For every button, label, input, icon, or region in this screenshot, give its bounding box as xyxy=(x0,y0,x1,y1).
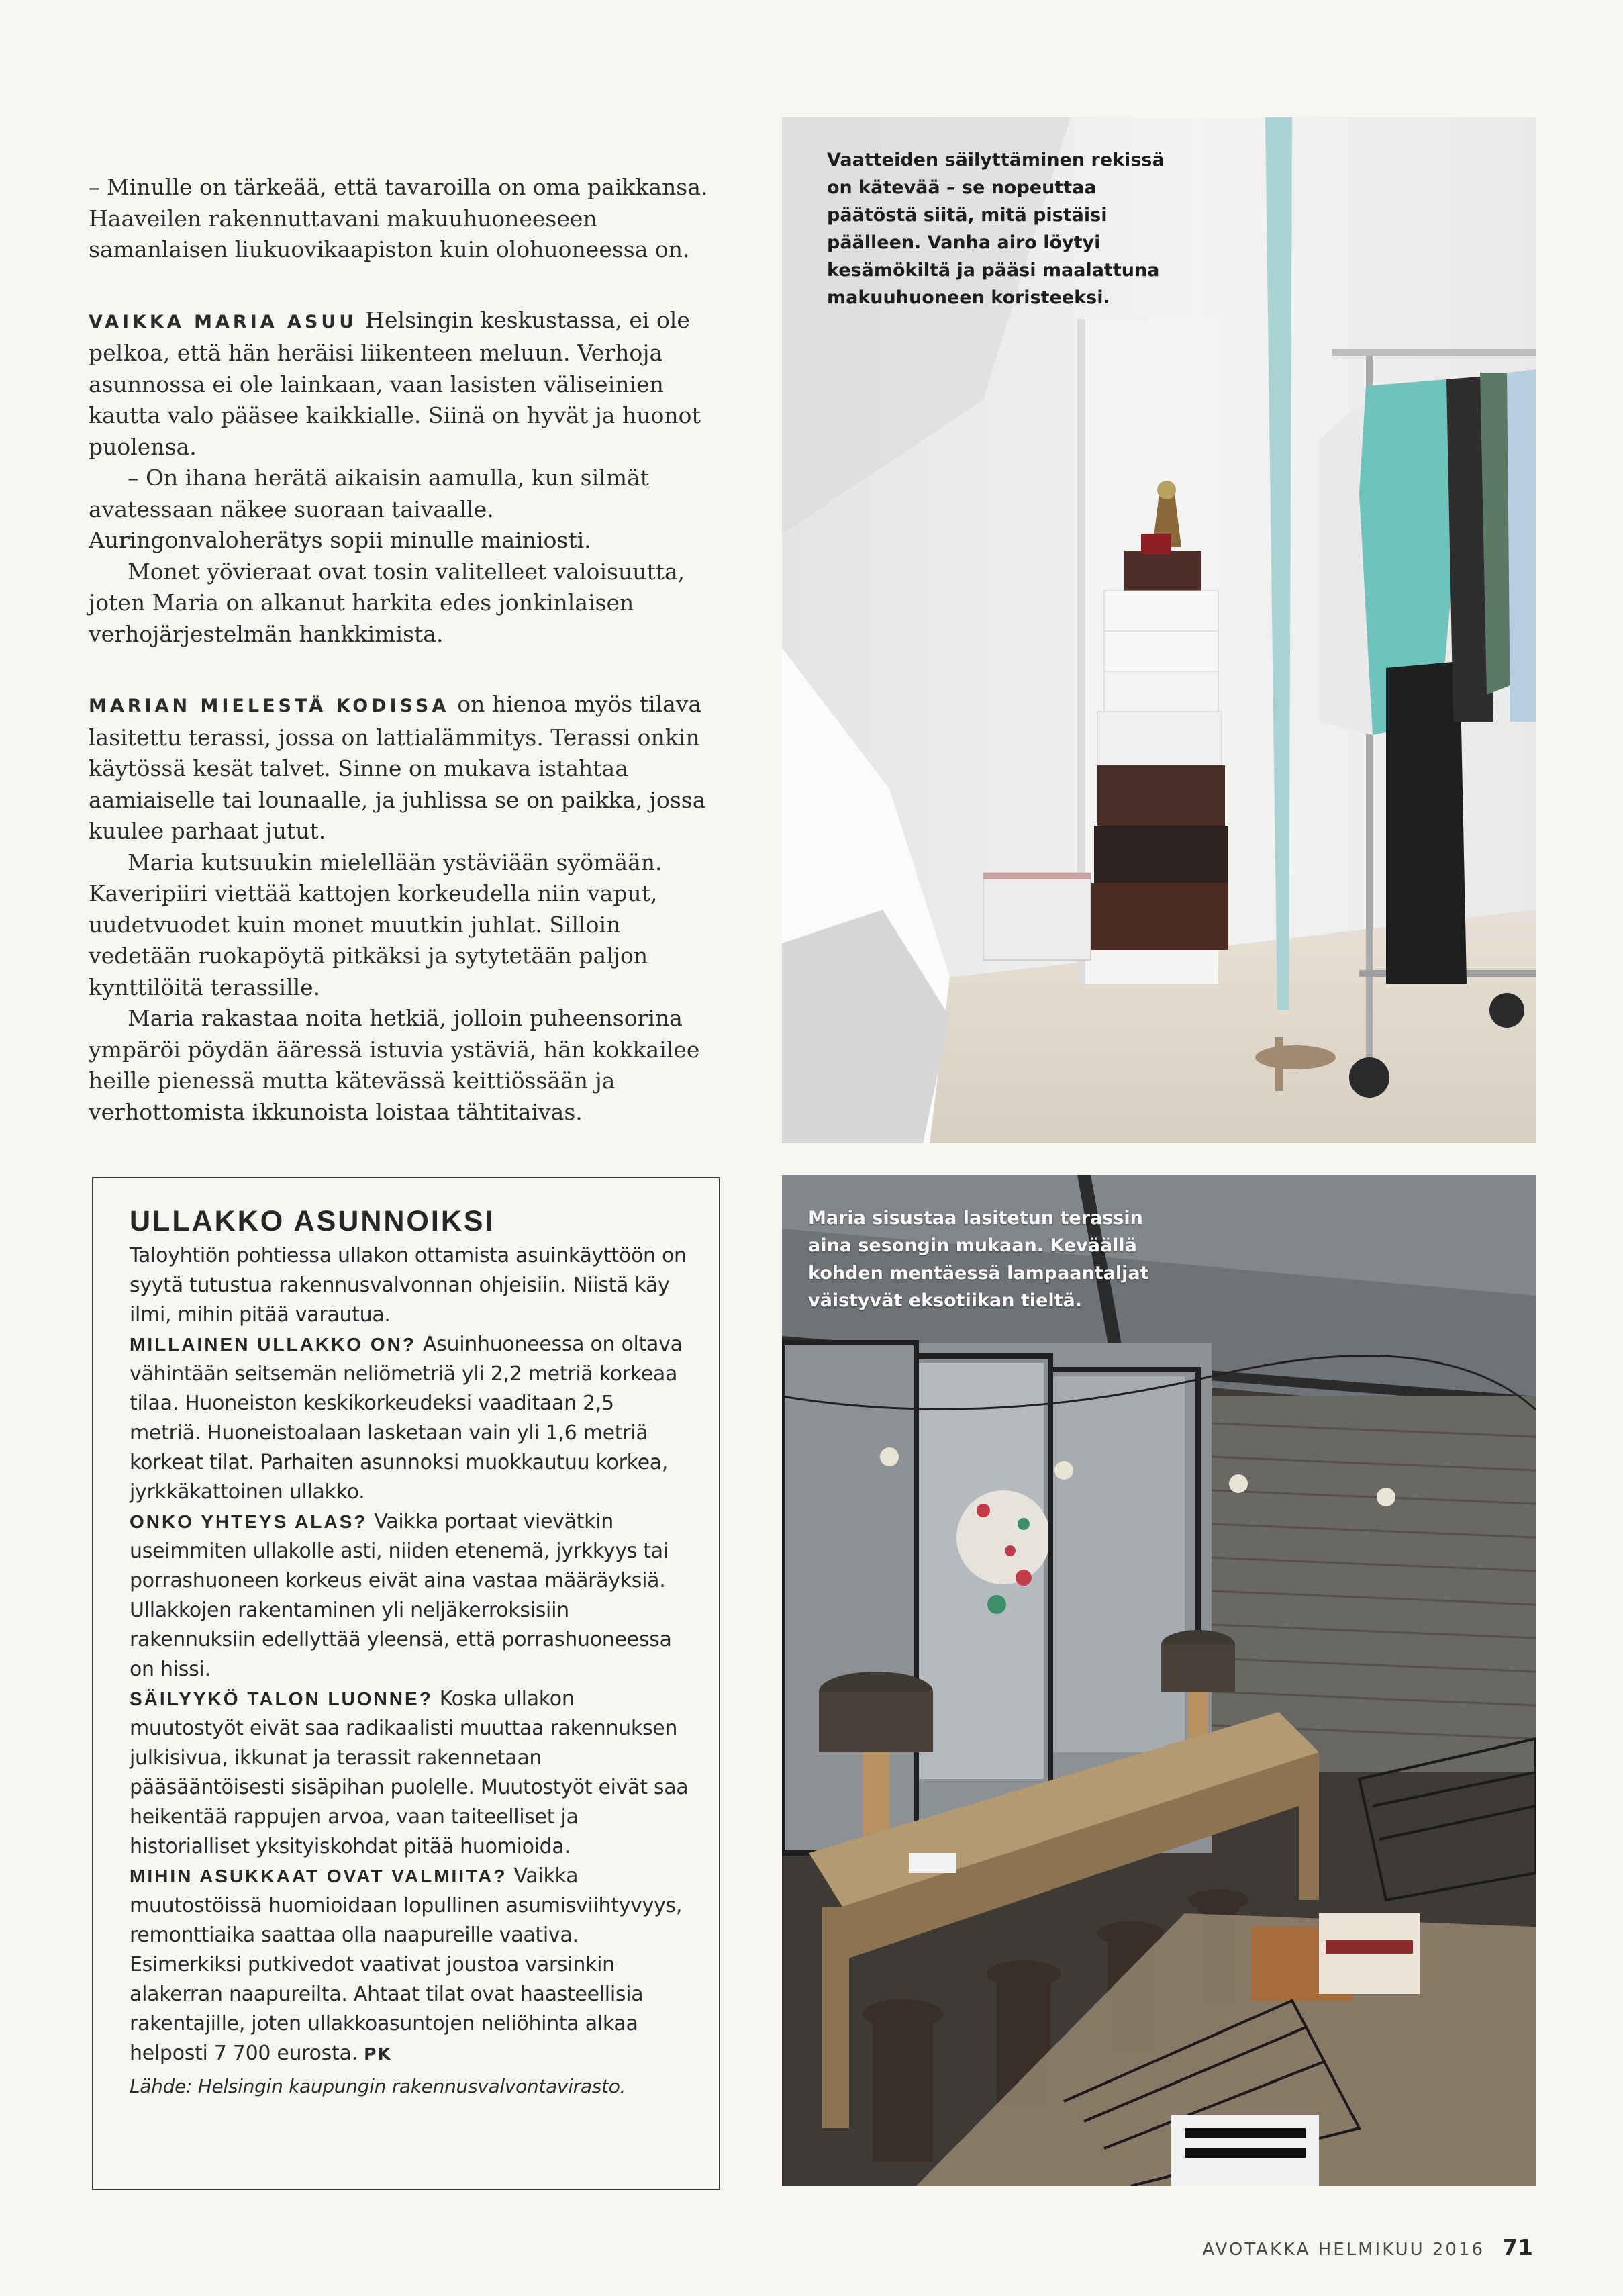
paragraph-lead-in: MARIAN MIELESTÄ KODISSA xyxy=(89,696,450,716)
terrace-photo xyxy=(782,1175,1536,2186)
fact-box-answer: Vaikka muutostöissä huomioidaan lopullinen asumisviihtyvyys, remonttiaika saattaa olla naapureille vaativa. Esimerkiksi putkivedot vaativat joustoa varsinkin alakerran naapureilta. Ahtaat tilat ovat haasteellisia rakentajille, joten ullakkoasuntojen neliöhinta alkaa helposti 7 700 eurosta. xyxy=(130,1864,683,2065)
article-paragraph: Maria kutsuukin mielellään ystäviään syömään. Kaveripiiri viettää kattojen korkeudella niin vaput, uudetvuodet kuin monet muutkin juhlat. Silloin vedetään ruokapöytä pitkäksi ja sytytetään paljon kynttilöitä terassille. xyxy=(89,849,662,1000)
fact-box-section xyxy=(130,1330,691,1507)
fact-box-section xyxy=(130,1862,691,2069)
article-body xyxy=(89,172,713,1128)
fact-box-answer: Asuinhuoneessa on oltava vähintään seitsemän neliömetriä yli 2,2 metriä korkeaa tilaa. Huoneiston keskikorkeudeksi vaaditaan 2,5 metriä. Huoneistoalaan lasketaan vain yli 1,6 metriä korkeat tilat. Parhaiten asunnoksi muokkautuu korkea, jyrkkäkattoinen ullakko. xyxy=(130,1333,683,1504)
article-paragraph: Monet yövieraat ovat tosin valitelleet valoisuutta, joten Maria on alkanut harkita edes jonkinlaisen verhojärjestelmän hankkimista. xyxy=(89,558,685,647)
photo-caption: Maria sisustaa lasitetun terassin aina sesongin mukaan. Keväällä kohden mentäessä lampaantaljat väistyvät eksotiikan tieltä. xyxy=(808,1208,1149,1311)
fact-box-question: MILLAINEN ULLAKKO ON? xyxy=(130,1334,416,1355)
paragraph-lead-in: VAIKKA MARIA ASUU xyxy=(89,311,358,332)
fact-box-intro: Taloyhtiön pohtiessa ullakon ottamista asuinkäyttöön on syytä tutustua rakennusvalvonnan ohjeisiin. Niistä käy ilmi, mihin pitää varautua. xyxy=(130,1244,687,1327)
fact-box-source: Lähde: Helsingin kaupungin rakennusvalvontavirasto. xyxy=(130,2075,626,2097)
page-footer xyxy=(1202,2234,1533,2260)
fact-box-title: ULLAKKO ASUNNOIKSI xyxy=(130,1205,495,1237)
author-signature: PK xyxy=(364,2044,392,2064)
article-paragraph xyxy=(89,305,713,463)
photo-caption: Vaatteiden säilyttäminen rekissä on kätevää – se nopeuttaa päätöstä siitä, mitä pistäisi päälleen. Vanha airo löytyi kesämökiltä ja pääsi maalattuna makuuhuoneen koristeeksi. xyxy=(827,150,1165,308)
fact-box-section xyxy=(130,1507,691,1684)
fact-box-question: ONKO YHTEYS ALAS? xyxy=(130,1511,368,1532)
article-paragraph: Maria rakastaa noita hetkiä, jolloin puheensorina ympäröi pöydän ääressä istuvia ystäviä, hän kokkailee heille pienessä mutta kätevässä keittiössään ja verhottomista ikkunoista loistaa tähtitaivas. xyxy=(89,1005,700,1125)
article-paragraph xyxy=(89,689,713,847)
paragraph-text: on hienoa myös tilava lasitettu terassi, jossa on lattialämmitys. Terassi onkin käytössä kesät talvet. Sinne on mukava istahtaa aamiaiselle tai lounaalle, ja juhlissa se on paikka, jossa kuulee parhaat jutut. xyxy=(89,691,706,844)
fact-box-answer: Koska ullakon muutostyöt eivät saa radikaalisti muuttaa rakennuksen julkisivua, ikkunat ja terassit rakennetaan pääsääntöisesti sisäpihan puolelle. Muutostyöt eivät saa heikentää rappujen arvoa, vaan taiteelliset ja historialliset yksityiskohdat pitää huomioida. xyxy=(130,1687,689,1858)
fact-box-section xyxy=(130,1684,691,1862)
fact-box-answer: Vaikka portaat vievätkin useimmiten ullakolle asti, niiden etenemä, jyrkkyys tai porrashuoneen korkeus eivät aina vastaa määräyksiä. Ullakkojen rakentaminen yli neljäkerroksisiin rakennuksiin edellyttää yleensä, että porrashuoneessa on hissi. xyxy=(130,1510,672,1681)
article-paragraph: – Minulle on tärkeää, että tavaroilla on oma paikkansa. Haaveilen rakennuttavani makuuhuoneeseen samanlaisen liukuovikaapiston kuin olohuoneessa on. xyxy=(89,174,708,262)
article-paragraph: – On ihana herätä aikaisin aamulla, kun silmät avatessaan näkee suoraan taivaalle. Auringonvaloherätys sopii minulle mainiosti. xyxy=(89,465,649,553)
paragraph-text: Helsingin keskustassa, ei ole pelkoa, että hän heräisi liikenteen meluun. Verhoja asunnossa ei ole lainkaan, vaan lasisten väliseinien kautta valo pääsee kaikkialle. Siinä on hyvät ja huonot puolensa. xyxy=(89,306,701,460)
fact-box-question: SÄILYYKÖ TALON LUONNE? xyxy=(130,1688,433,1709)
fact-box xyxy=(92,1177,720,2190)
fact-box-question: MIHIN ASUKKAAT OVAT VALMIITA? xyxy=(130,1866,507,1886)
publication-issue: AVOTAKKA HELMIKUU 2016 xyxy=(1202,2240,1485,2260)
page-number: 71 xyxy=(1502,2234,1533,2260)
